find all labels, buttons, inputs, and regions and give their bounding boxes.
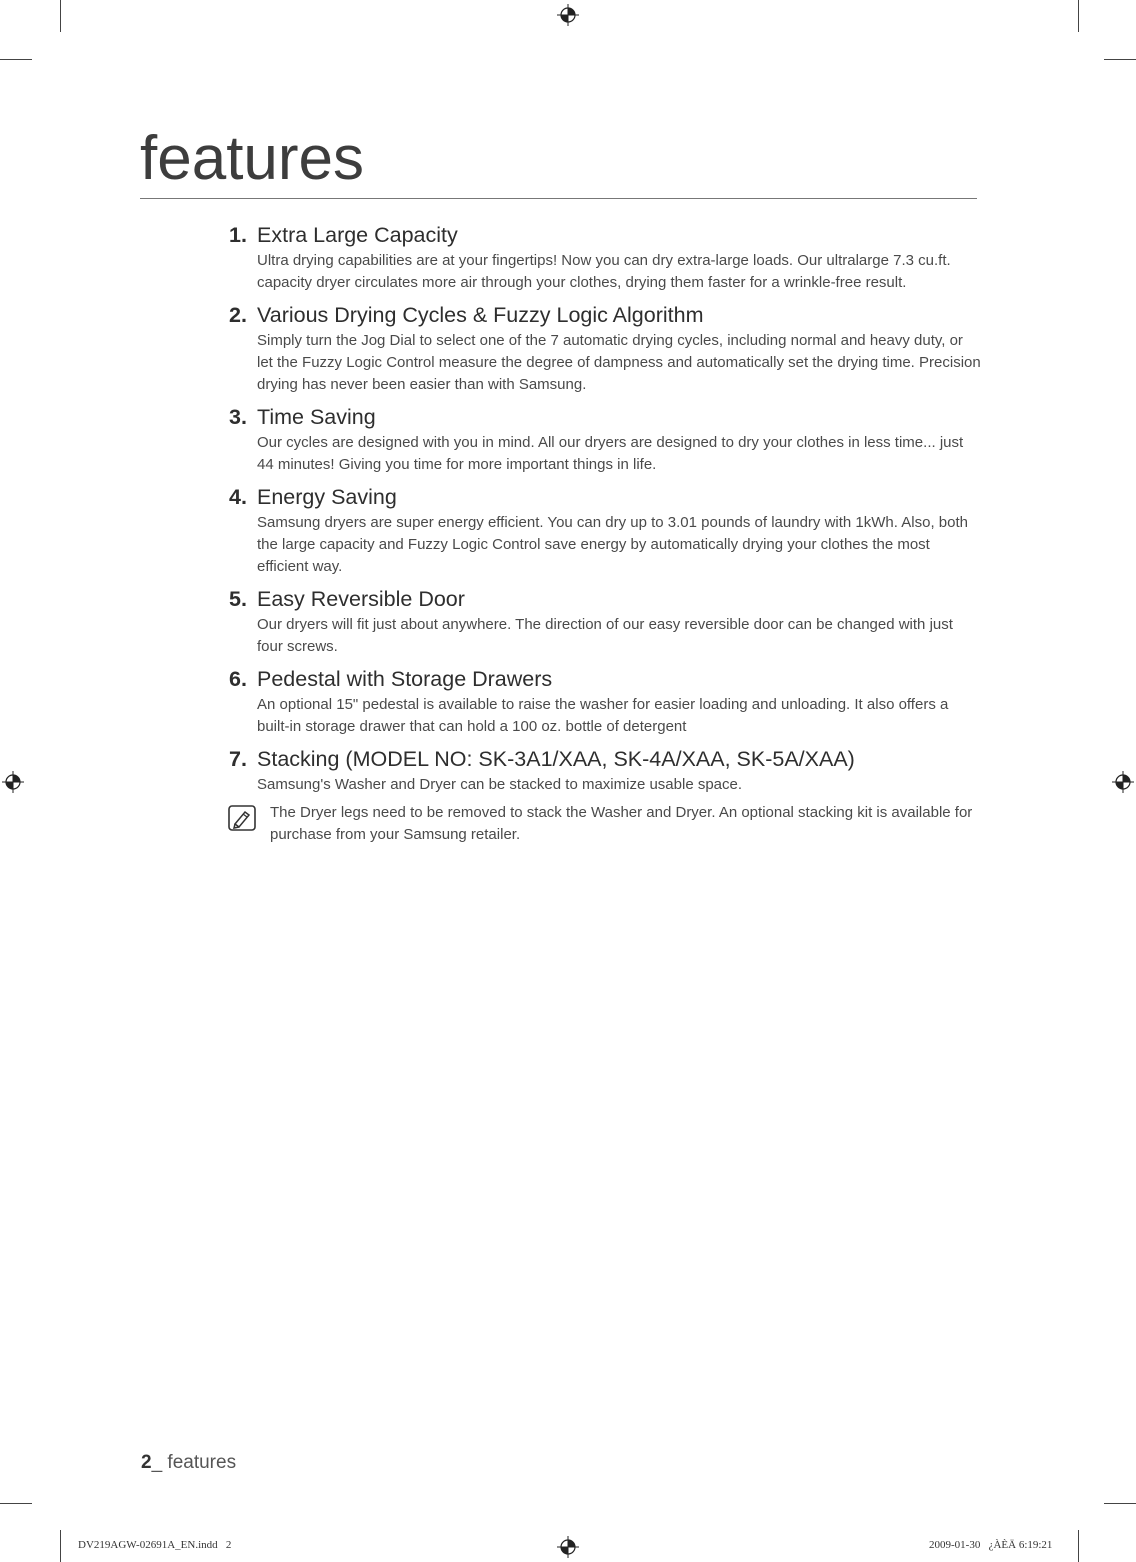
print-slug-file: DV219AGW-02691A_EN.indd 2	[78, 1539, 232, 1551]
feature-title: Various Drying Cycles & Fuzzy Logic Algorithm	[257, 303, 704, 327]
feature-item	[229, 300, 989, 396]
feature-body: Our cycles are designed with you in mind. All our dryers are designed to dry your clothes in less time... just 44 minutes! Giving you time for more important things in life.	[257, 434, 964, 473]
feature-title: Extra Large Capacity	[257, 223, 458, 247]
feature-body: Samsung's Washer and Dryer can be stacked to maximize usable space.	[257, 776, 743, 793]
crop-mark	[0, 59, 32, 60]
feature-title: Stacking (MODEL NO: SK-3A1/XAA, SK-4A/XAA, SK-5A/XAA)	[257, 747, 855, 771]
note-icon	[227, 804, 259, 834]
print-slug-timestamp: 2009-01-30 ¿ÀÈÄ 6:19:21	[929, 1539, 1053, 1551]
feature-heading	[229, 664, 989, 694]
crop-mark	[60, 1530, 61, 1562]
crop-mark	[1078, 1530, 1079, 1562]
feature-body: An optional 15" pedestal is available to raise the washer for easier loading and unloading. It also offers a built-in storage drawer that can hold a 100 oz. bottle of detergent	[257, 696, 949, 735]
feature-item	[229, 402, 989, 476]
feature-number: 2.	[229, 303, 247, 327]
feature-heading	[229, 300, 989, 330]
crop-mark	[1078, 0, 1079, 32]
feature-heading	[229, 402, 989, 432]
feature-heading	[229, 482, 989, 512]
feature-number: 3.	[229, 405, 247, 429]
feature-number: 4.	[229, 485, 247, 509]
feature-body: Simply turn the Jog Dial to select one of the 7 automatic drying cycles, including normal and heavy duty, or let the Fuzzy Logic Control measure the degree of dampness and automatically set the drying time. Precision drying has never been easier than with Samsung.	[257, 332, 981, 393]
page-number: 2	[141, 1452, 152, 1473]
registration-mark-icon	[557, 1536, 579, 1558]
features-list	[229, 220, 989, 846]
feature-body: Ultra drying capabilities are at your fingertips! Now you can dry extra-large loads. Our ultralarge 7.3 cu.ft. capacity dryer circulates more air through your clothes, drying them faster for a wrinkle-free result.	[257, 252, 951, 291]
feature-title: Easy Reversible Door	[257, 587, 465, 611]
note-text: The Dryer legs need to be removed to stack the Washer and Dryer. An optional stacking kit is available for purchase from your Samsung retailer.	[270, 804, 973, 843]
feature-title: Pedestal with Storage Drawers	[257, 667, 553, 691]
feature-number: 5.	[229, 587, 247, 611]
registration-mark-icon	[557, 4, 579, 26]
page-title: features	[140, 124, 365, 193]
feature-body: Samsung dryers are super energy efficient. You can dry up to 3.01 pounds of laundry with 1kWh. Also, both the large capacity and Fuzzy Logic Control save energy by automatically drying your clothes the most efficient way.	[257, 514, 968, 575]
feature-item	[229, 220, 989, 294]
feature-item	[229, 664, 989, 738]
crop-mark	[1104, 1503, 1136, 1504]
feature-title: Energy Saving	[257, 485, 397, 509]
feature-item	[229, 744, 989, 796]
note-block	[257, 802, 989, 846]
feature-body: Our dryers will fit just about anywhere. The direction of our easy reversible door can be changed with just four screws.	[257, 616, 953, 655]
feature-number: 1.	[229, 223, 247, 247]
feature-item	[229, 482, 989, 578]
crop-mark	[60, 0, 61, 32]
registration-mark-icon	[2, 771, 24, 793]
title-divider	[140, 198, 977, 199]
feature-title: Time Saving	[257, 405, 376, 429]
feature-heading	[229, 744, 989, 774]
feature-heading	[229, 220, 989, 250]
registration-mark-icon	[1112, 771, 1134, 793]
feature-number: 7.	[229, 747, 247, 771]
feature-number: 6.	[229, 667, 247, 691]
feature-heading	[229, 584, 989, 614]
page-footer	[141, 1452, 236, 1474]
feature-item	[229, 584, 989, 658]
footer-label: _ features	[151, 1452, 237, 1473]
crop-mark	[1104, 59, 1136, 60]
crop-mark	[0, 1503, 32, 1504]
